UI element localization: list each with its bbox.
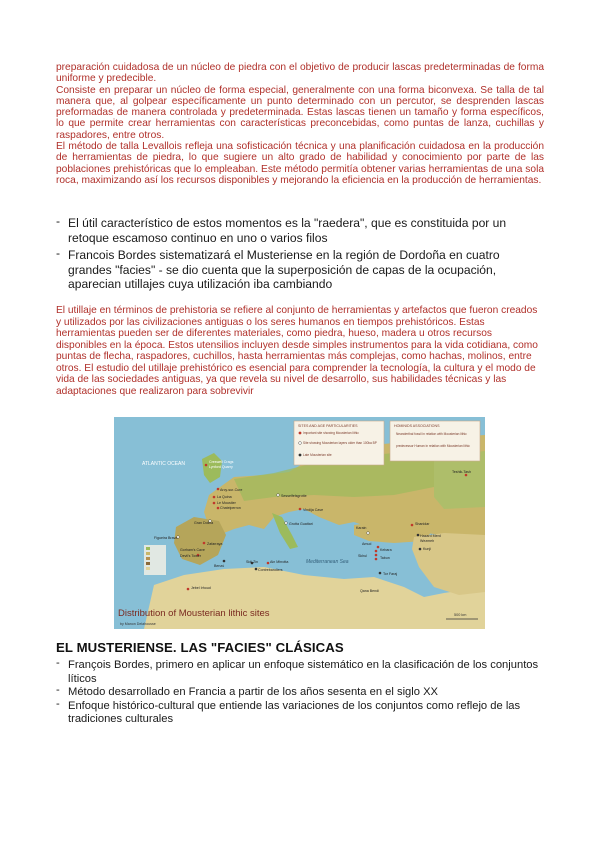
site-label: Gorham's Cave [180, 548, 205, 552]
site-label: Lynford Quarry [209, 465, 233, 469]
site-marker [299, 508, 302, 511]
land-italy [272, 513, 298, 549]
elevation-swatch [146, 552, 150, 555]
site-label: Gran Dolina [194, 521, 214, 525]
elevation-swatch [146, 567, 150, 570]
mousterian-sites-map [114, 417, 485, 629]
bullet-dash: - [56, 657, 60, 669]
bullet-item [56, 697, 546, 727]
site-marker [419, 548, 422, 551]
section-heading: EL MUSTERIENSE. LAS "FACIES" CLÁSICAS [56, 640, 344, 655]
map-author: by Manon Delahousse [120, 622, 156, 626]
site-label: Hazard Merd [420, 534, 441, 538]
site-marker [417, 534, 420, 537]
legend-late-icon [299, 454, 302, 457]
site-marker [255, 568, 258, 571]
site-marker [367, 532, 370, 535]
site-marker [217, 488, 220, 491]
site-marker [267, 562, 270, 565]
elevation-swatch [146, 547, 150, 550]
bullet-item [56, 216, 546, 245]
elevation-swatch [146, 557, 150, 560]
bullet-item [56, 686, 546, 700]
site-label: Tabun [380, 556, 390, 560]
site-label: Vindija Cave [303, 508, 324, 512]
site-label: Creswell Crags [209, 460, 234, 464]
site-label: Karain [356, 526, 367, 530]
bullet-dash: - [56, 697, 60, 710]
site-label: Jebel Irhoud [191, 586, 211, 590]
elevation-swatch [146, 562, 150, 565]
legend-sites-title: SITES AND AGE PARTICULARITIES [298, 424, 358, 428]
site-marker [203, 542, 206, 545]
bullet-text: Método desarrollado en Francia a partir de los años sesenta en el siglo XX [68, 686, 439, 698]
legend-site-1: Important site showing Mousterian lithic [303, 431, 359, 435]
site-label: Teshik-Tash [452, 470, 471, 474]
legend-hominids-title: HOMINIDS ASSOCIATIONS [394, 424, 440, 428]
legend-old-icon [299, 442, 302, 445]
site-label: Tor Faraj [383, 572, 398, 576]
site-label: Devil's Tower [180, 554, 201, 558]
bullet-text: Francois Bordes sistematizará el Musteriense en la región de Dordoña en cuatro grandes "facies" - se dio cuenta que la superposición de capas de la ocupación, aparecian utillajes cuya utilización iba cambiando [68, 248, 500, 292]
site-marker [375, 550, 378, 553]
scale-label: 500 km [454, 613, 467, 617]
bullet-dash: - [56, 246, 61, 261]
bullet-item [56, 659, 546, 686]
site-label: Amud [362, 542, 372, 546]
site-marker [375, 554, 378, 557]
legend-hominid-1: Neanderthal fossil in relation with Mousterian lithic [396, 432, 467, 436]
site-label: Le Moustier [217, 501, 236, 505]
site-label: Ain Mhrotta [270, 560, 289, 564]
intro-line-2: Consiste en preparar un núcleo de forma especial, generalmente con una forma biconvexa. Se talla de tal manera que, al golpear específicamente un punto determinado con un percutor, se desprenden lascas preformadas de manera controlada y predeterminada. Estas lascas tienen un tamaño y forma específicos, lo que permite crear herramientas con características preconcebidas, como puntas de lanza, cuchillas y raspadores, entre otros. [56, 84, 544, 141]
site-marker [205, 464, 208, 467]
site-label: Figueira Brava [154, 536, 178, 540]
site-marker [223, 560, 226, 563]
legend-important-icon [299, 432, 302, 435]
utillaje-paragraph: El utillaje en términos de prehistoria se refiere al conjunto de herramientas y artefactos que fueron creados y utilizados por las civilizaciones antiguas o los seres humanos en tiempos prehistóricos. Estas herramientas pueden ser de diferentes materiales, como piedra, hueso, madera u otros recursos disponibles en la época. Estos utensilios incluyen desde simples instrumentos para la vida cotidiana, como puntas de flecha, raspadores, cuchillos, hasta herramientas más complejas, como hachas, molinos, entre otros. El estudio del utillaje prehistórico es esencial para comprender la tecnología, la cultura y el modo de vida de las sociedades antiguas, ya que revela su nivel de desarrollo, sus habilidades técnicas y las adaptaciones que realizaron para sobrevivir [56, 305, 538, 397]
site-marker [377, 546, 380, 549]
map-graphic [114, 417, 485, 629]
legend-site-3: Late Mousterian site [303, 453, 332, 457]
site-marker [213, 496, 216, 499]
site-marker [375, 558, 378, 561]
site-marker [411, 524, 414, 527]
site-marker [187, 588, 190, 591]
bullet-dash: - [56, 214, 61, 228]
site-label: Qana Bendi [360, 589, 379, 593]
site-label: Kebara [380, 548, 392, 552]
site-label: Shanidar [415, 522, 430, 526]
site-marker [465, 474, 468, 477]
site-label: La Quina [217, 495, 232, 499]
site-label: Grotta Guattari [289, 522, 313, 526]
ocean-label: ATLANTIC OCEAN [142, 461, 185, 467]
site-label: Sesselfelsgrotte [281, 494, 307, 498]
site-marker [217, 507, 220, 510]
bullet-item [56, 248, 546, 292]
intro-paragraph [56, 62, 544, 186]
site-label: Zafarraya [207, 542, 223, 546]
intro-line-3: El método de talla Levallois refleja una sofisticación técnica y una planificación cuidadosa en la producción de herramientas de piedra, lo que sugiere un alto grado de habilidad y conocimiento por parte de las poblaciones prehistóricas que lo empleaban. Este método permitía obtener varias herramientas de una sola roca, maximizando así los recursos disponibles y mejorando la eficiencia en la producción de herramientas. [56, 141, 544, 186]
legend-hominid-2: predecessor Human in relation with Mousterian lithic [396, 444, 470, 448]
site-label: Contrebandiers [258, 568, 283, 572]
bullet-dash: - [56, 684, 60, 696]
site-label: Chatelperron [220, 506, 241, 510]
site-label: Arcy-sur-Cure [220, 488, 243, 492]
bullet-list-2 [56, 659, 546, 727]
site-marker [277, 494, 280, 497]
legend-site-2: Site showing Mousterian layers older than 100ka BP [303, 441, 377, 445]
site-label: Kunji [423, 547, 431, 551]
site-marker [213, 502, 216, 505]
map-title: Distribution of Mousterian lithic sites [118, 608, 270, 619]
site-label: Skhul [358, 554, 367, 558]
site-marker [379, 572, 382, 575]
site-label: Benzú [214, 564, 225, 568]
bullet-text: François Bordes, primero en aplicar un enfoque sistemático en la clasificación de los conjuntos líticos [68, 659, 539, 685]
intro-line-1: preparación cuidadosa de un núcleo de piedra con el objetivo de producir lascas predeterminadas de forma uniforme y predecible. [56, 62, 544, 85]
bullet-list-1 [56, 216, 546, 295]
bullet-text: Enfoque histórico-cultural que entiende las variaciones de los conjuntos como reflejo de las tradiciones culturales [68, 699, 521, 725]
sea-label: Mediterranean Sea [306, 559, 349, 565]
bullet-text: El útil característico de estos momentos es la "raedera", que es constituida por un retoque escamoso continuo en uno o varios filos [68, 216, 507, 245]
site-label: Wezmeh [420, 539, 435, 543]
site-label: Sidi Zin [246, 560, 258, 564]
site-marker [285, 522, 288, 525]
